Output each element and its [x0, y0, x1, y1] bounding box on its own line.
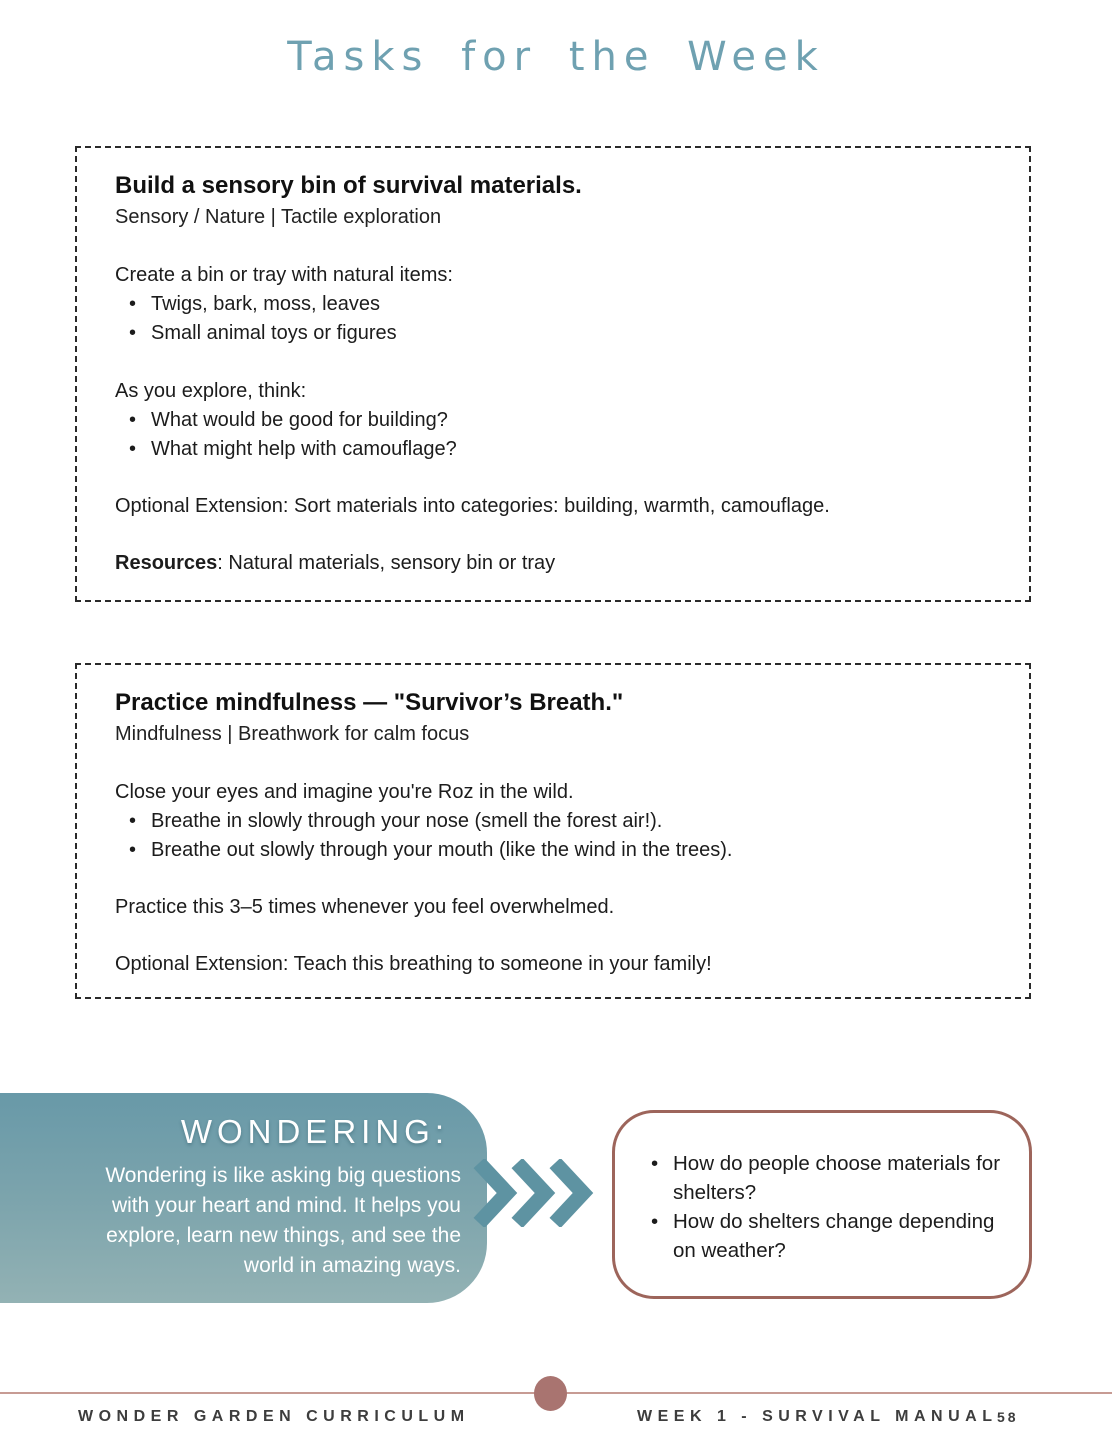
wondering-body-line: world in amazing ways.: [243, 1254, 461, 1277]
task-bullet: • Breathe out slowly through your mouth (like the wind in the trees).: [115, 836, 991, 865]
page-number: 58: [997, 1409, 1019, 1425]
chevron-arrows-icon: [472, 1159, 594, 1227]
question-bullet: • How do shelters change depending on weather?: [639, 1207, 1009, 1265]
task-bullet-list: [115, 406, 991, 464]
wondering-body-line: explore, learn new things, and see the: [106, 1224, 461, 1247]
resources-text: : Natural materials, sensory bin or tray: [217, 552, 556, 574]
task-intro: Close your eyes and imagine you're Roz in the wild.: [115, 781, 574, 803]
task-bullet: • Twigs, bark, moss, leaves: [115, 290, 991, 319]
question-bullet: • How do people choose materials for shelters?: [639, 1149, 1009, 1207]
task-subtitle: Mindfulness | Breathwork for calm focus: [115, 723, 470, 745]
task-heading: Build a sensory bin of survival materials.: [115, 172, 582, 199]
resources-label: Resources: [115, 552, 218, 574]
wondering-callout: [0, 1093, 487, 1303]
task-bullet-list: [115, 290, 991, 348]
task-bullet-list: [115, 807, 991, 865]
resources-line: [115, 549, 991, 578]
footer-week-label: WEEK 1 - SURVIVAL MANUAL: [637, 1408, 998, 1425]
task-card-mindfulness: [75, 663, 1031, 999]
task-bullet: • Small animal toys or figures: [115, 319, 991, 348]
task-heading: Practice mindfulness — "Survivor’s Breath.": [115, 689, 624, 716]
optional-extension: Optional Extension: Teach this breathing to someone in your family!: [115, 953, 712, 975]
wondering-title: WONDERING:: [180, 1113, 449, 1150]
task-bullet: • What would be good for building?: [115, 406, 991, 435]
task-intro: Create a bin or tray with natural items:: [115, 264, 453, 286]
footer-dot: [534, 1376, 567, 1411]
practice-note: Practice this 3–5 times whenever you feel overwhelmed.: [115, 896, 615, 918]
task-bullet: • Breathe in slowly through your nose (smell the forest air!).: [115, 807, 991, 836]
optional-extension: Optional Extension: Sort materials into categories: building, warmth, camouflage.: [115, 495, 830, 517]
wondering-body-line: Wondering is like asking big questions: [105, 1164, 461, 1187]
wondering-body-line: with your heart and mind. It helps you: [111, 1194, 461, 1217]
wondering-questions-box: [612, 1110, 1032, 1299]
task-intro: As you explore, think:: [115, 380, 307, 402]
task-subtitle: Sensory / Nature | Tactile exploration: [115, 206, 442, 228]
wondering-body: [0, 1161, 461, 1281]
footer-curriculum-label: WONDER GARDEN CURRICULUM: [78, 1408, 470, 1425]
question-list: [639, 1149, 1009, 1265]
page-title: Tasks for the Week: [287, 34, 825, 80]
task-bullet: • What might help with camouflage?: [115, 435, 991, 464]
task-card-sensory-bin: [75, 146, 1031, 602]
